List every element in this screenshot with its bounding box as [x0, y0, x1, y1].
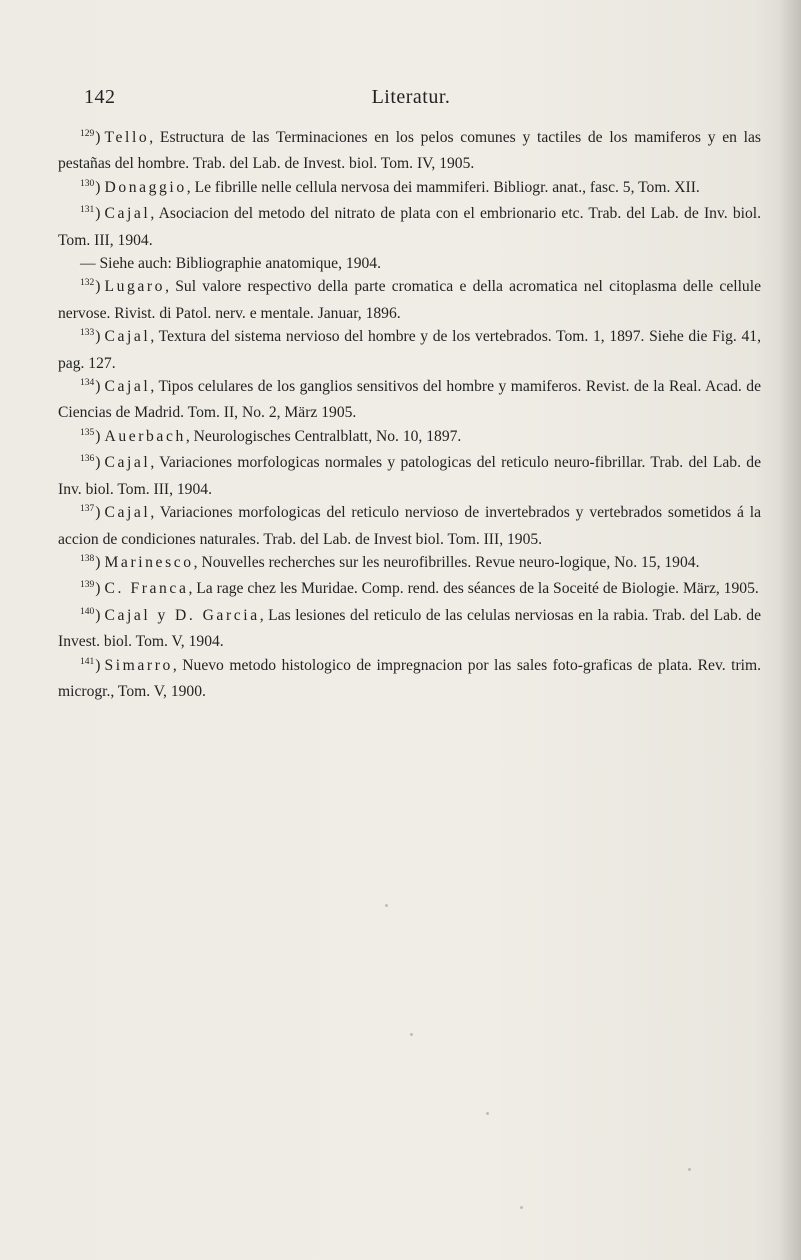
reference-text: , Neurologisches Centralblatt, No. 10, 1897.: [185, 427, 462, 445]
reference-author: Tello: [104, 129, 150, 146]
reference-number: 138: [80, 553, 95, 564]
reference-entry: $^{129}$) Tello, Estructura de las Terminaciones en los pelos comunes y tactiles de los mamiferos y en las pestañas del hombre. Trab. del Lab. de Invest. biol. Tom. IV, 1905.: [58, 129, 761, 173]
reference-entry: $^{135}$) Auerbach, Neurologisches Centralblatt, No. 10, 1897.: [80, 427, 462, 445]
reference-author: Cajal: [104, 328, 151, 346]
reference-text: , Tipos celulares de los ganglios sensitivos del hombre y mamiferos. Revist. de la Real. Acad. de Ciencias de Madrid. Tom. II, No. 2, März 1905.: [58, 378, 761, 422]
reference-text: , Variaciones morfologicas del reticulo nervioso de invertebrados y vertebrados sometidos á la accion de condiciones naturales. Trab. del Lab. de Invest biol. Tom. III, 1905.: [58, 504, 761, 548]
reference-number: 129: [80, 129, 95, 139]
reference-author: Cajal: [104, 378, 151, 396]
reference-number: 137: [80, 504, 95, 515]
reference-author: Cajal: [104, 205, 151, 223]
paper-speck: [520, 1206, 523, 1209]
running-title: Literatur.: [371, 86, 451, 108]
reference-text: , Las lesiones del reticulo de las celulas nerviosas en la rabia. Trab. del Lab. de Invest. biol. Tom. V, 1904.: [58, 606, 761, 651]
reference-entry: $^{132}$) Lugaro, Sul valore respectivo della parte cromatica e della acromatica nel citoplasma delle cellule nervose. Rivist. di Patol. nerv. e mentale. Januar, 1896.: [58, 278, 761, 322]
reference-text: , La rage chez les Muridae. Comp. rend. des séances de la Soceité de Biologie. März, 1905.: [188, 580, 759, 598]
page-number: 142: [84, 86, 116, 108]
reference-entry: $^{134}$) Cajal, Tipos celulares de los ganglios sensitivos del hombre y mamiferos. Revist. de la Real. Acad. de Ciencias de Madrid. Tom. II, No. 2, März 1905.: [58, 378, 761, 422]
reference-text: , Le fibrille nelle cellula nervosa dei mammiferi. Bibliogr. anat., fasc. 5, Tom. XII.: [186, 178, 700, 196]
reference-entry: $^{131}$) Cajal, Asociacion del metodo del nitrato de plata con el embrionario etc. Trab. del Lab. de Inv. biol. Tom. III, 1904.: [58, 205, 761, 249]
reference-number: 132: [80, 278, 95, 289]
reference-number: 133: [80, 328, 95, 339]
reference-entry: $^{137}$) Cajal, Variaciones morfologicas del reticulo nervioso de invertebrados y vertebrados sometidos á la accion de condiciones naturales. Trab. del Lab. de Invest biol. Tom. III, 1905.: [58, 504, 761, 548]
reference-author: Auerbach: [104, 427, 186, 445]
reference-author: Cajal y D. Garcia: [104, 606, 260, 624]
reference-author: Donaggio: [104, 178, 187, 196]
reference-entry: $^{139}$) C. Franca, La rage chez les Muridae. Comp. rend. des séances de la Soceité de Biologie. März, 1905.: [80, 580, 759, 598]
reference-list: [58, 126, 761, 703]
reference-number: 139: [80, 580, 95, 591]
paper-speck: [385, 904, 388, 907]
reference-number: 131: [80, 205, 95, 216]
reference-entry: $^{141}$) Simarro, Nuevo metodo histologico de impregnacion por las sales foto-graficas de plata. Rev. trim. microgr., Tom. V, 1900.: [58, 656, 761, 700]
reference-text: , Nuevo metodo histologico de impregnacion por las sales foto-graficas de plata. Rev. trim. microgr., Tom. V, 1900.: [58, 656, 761, 700]
reference-author: Cajal: [104, 454, 151, 472]
reference-text: , Asociacion del metodo del nitrato de plata con el embrionario etc. Trab. del Lab. de Inv. biol. Tom. III, 1904.: [58, 205, 761, 249]
reference-author: Lugaro: [104, 278, 166, 296]
reference-entry: $^{136}$) Cajal, Variaciones morfologicas normales y patologicas del reticulo neuro-fibrillar. Trab. del Lab. de Inv. biol. Tom. III, 1904.: [58, 454, 761, 498]
reference-entry: $^{133}$) Cajal, Textura del sistema nervioso del hombre y de los vertebrados. Tom. 1, 1897. Siehe die Fig. 41, pag. 127.: [58, 328, 761, 372]
reference-author: Simarro: [104, 656, 173, 674]
paper-speck: [486, 1112, 489, 1115]
reference-text: , Textura del sistema nervioso del hombre y de los vertebrados. Tom. 1, 1897. Siehe die Fig. 41, pag. 127.: [58, 328, 761, 372]
reference-continuation: [58, 252, 761, 275]
reference-author: Marinesco: [104, 553, 194, 571]
reference-text: , Sul valore respectivo della parte cromatica e della acromatica nel citoplasma delle cellule nervose. Rivist. di Patol. nerv. e mentale. Januar, 1896.: [58, 278, 761, 322]
reference-number: 130: [80, 178, 95, 189]
reference-text: , Nouvelles recherches sur les neurofibrilles. Revue neuro-logique, No. 15, 1904.: [193, 553, 700, 571]
reference-number: 135: [80, 427, 95, 438]
reference-number: 141: [80, 656, 95, 667]
reference-text: — Siehe auch: Bibliographie anatomique, 1904.: [80, 255, 381, 273]
reference-author: C. Franca: [104, 580, 189, 598]
reference-entry: $^{130}$) Donaggio, Le fibrille nelle cellula nervosa dei mammiferi. Bibliogr. anat., fasc. 5, Tom. XII.: [80, 178, 700, 196]
paper-speck: [410, 1033, 413, 1036]
reference-entry: $^{140}$) Cajal y D. Garcia, Las lesiones del reticulo de las celulas nerviosas en la rabia. Trab. del Lab. de Invest. biol. Tom. V, 1904.: [58, 606, 761, 651]
reference-author: Cajal: [104, 504, 151, 522]
reference-number: 134: [80, 378, 95, 389]
reference-entry: $^{138}$) Marinesco, Nouvelles recherches sur les neurofibrilles. Revue neuro-logique, No. 15, 1904.: [80, 553, 700, 571]
reference-number: 140: [80, 606, 95, 617]
reference-text: , Estructura de las Terminaciones en los pelos comunes y tactiles de los mamiferos y en las pestañas del hombre. Trab. del Lab. de Invest. biol. Tom. IV, 1905.: [58, 129, 761, 173]
page-edge-shadow: [779, 0, 801, 1260]
page-header: [40, 86, 760, 114]
paper-speck: [688, 1168, 691, 1171]
reference-text: , Variaciones morfologicas normales y patologicas del reticulo neuro-fibrillar. Trab. del Lab. de Inv. biol. Tom. III, 1904.: [58, 454, 761, 498]
reference-number: 136: [80, 454, 95, 465]
